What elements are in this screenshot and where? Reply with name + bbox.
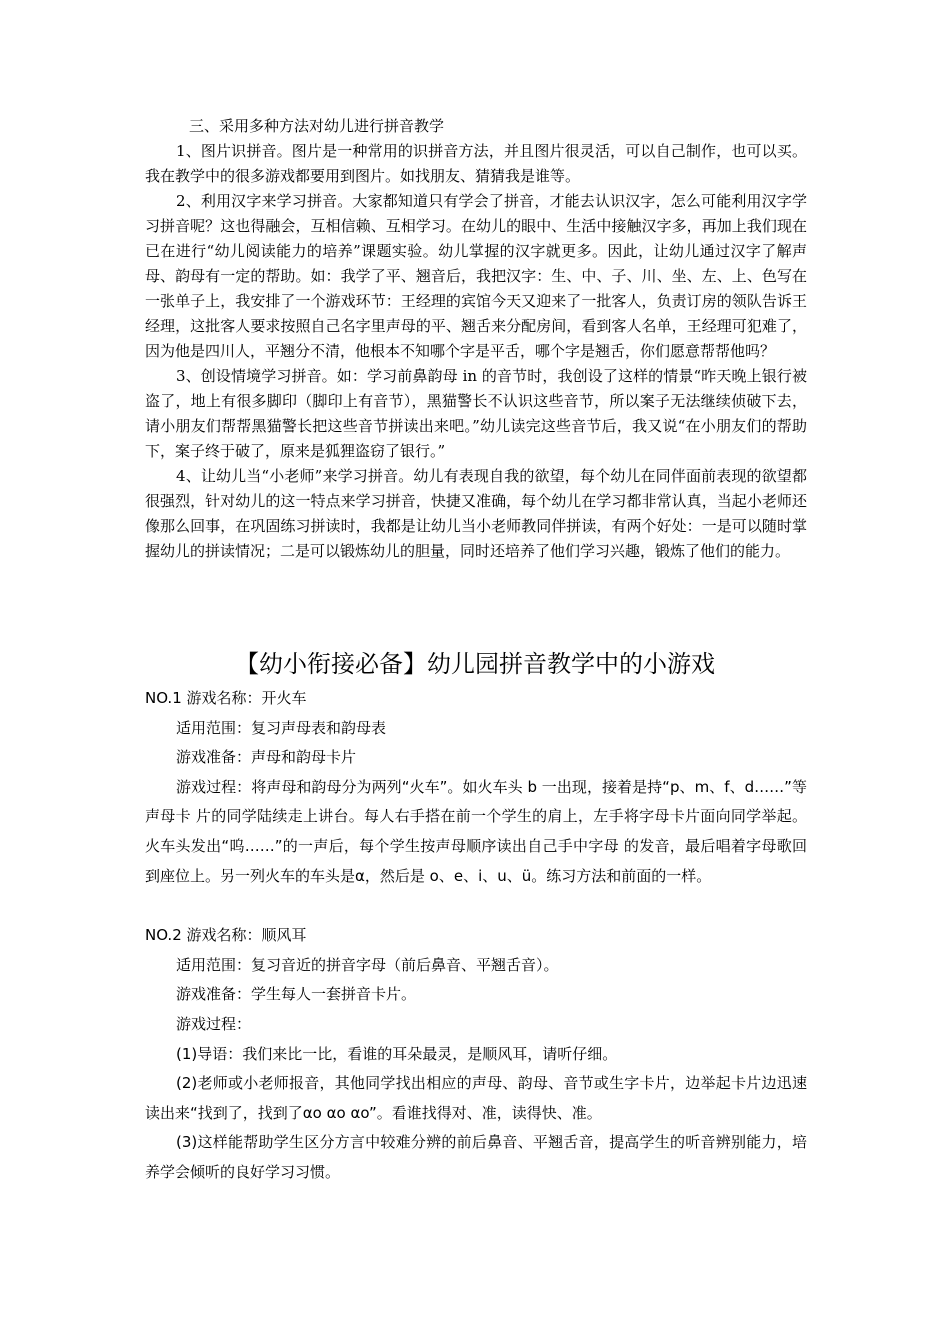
game1-name: NO.1 游戏名称：开火车: [145, 689, 307, 707]
spacer: [145, 891, 807, 921]
game1-scope: 适用范围：复习声母表和韵母表: [176, 718, 387, 737]
games-section: [145, 684, 807, 1188]
game1-process: 游戏过程：将声母和韵母分为两列“火车”。如火车头 b 一出现，接着是持“p、m、f、d……”等声母卡 片的同学陆续走上讲台。每人右手搭在前一个学生的肩上，左手将字母卡片面向同学举起。火车头发出“呜……”的一声后，每个学生按声母顺序读出自己手中字母 的发音，最后唱着字母歌回到座位上。另一列火车的车头是α，然后是 o、e、i、u、ü。练习方法和前面的一样。: [145, 777, 807, 885]
game2-step3: (3)这样能帮助学生区分方言中较难分辨的前后鼻音、平翘舌音，提高学生的听音辨别能力，培养学会倾听的良好学习习惯。: [145, 1133, 807, 1181]
game1-prep: 游戏准备：声母和韵母卡片: [176, 748, 357, 767]
paragraph-little-teacher-method: 4、让幼儿当“小老师”来学习拼音。幼儿有表现自我的欲望，每个幼儿在同伴面前表现的欲望都很强烈，针对幼儿的这一特点来学习拼音，快捷又准确，每个幼儿在学习都非常认真，当起小老师还像那么回事，在巩固练习拼读时，我都是让幼儿当小老师教同伴拼读，有两个好处：一是可以随时掌握幼儿的拼读情况；二是可以锻炼幼儿的胆量，同时还培养了他们学习兴趣，锻炼了他们的能力。: [145, 467, 807, 560]
paragraph-picture-method: 1、图片识拼音。图片是一种常用的识拼音方法，并且图片很灵活，可以自己制作，也可以买。我在教学中的很多游戏都要用到图片。如找朋友、猜猜我是谁等。: [145, 142, 807, 185]
paragraph-hanzi-method: 2、利用汉字来学习拼音。大家都知道只有学会了拼音，才能去认识汉字，怎么可能利用汉字学习拼音呢？这也得融会，互相信赖、互相学习。在幼儿的眼中、生活中接触汉字多，再加上我们现在已在进行“幼儿阅读能力的培养”课题实验。幼儿掌握的汉字就更多。因此，让幼儿通过汉字了解声母、韵母有一定的帮助。如：我学了平、翘音后，我把汉字：生、中、子、川、坐、左、上、色写在一张单子上，我安排了一个游戏环节：王经理的宾馆今天又迎来了一批客人，负责订房的领队告诉王经理，这批客人要求按照自己名字里声母的平、翘舌来分配房间，看到客人名单，王经理可犯难了，因为他是四川人，平翘分不清，他根本不知哪个字是平舌，哪个字是翘舌，你们愿意帮帮他吗？: [145, 192, 807, 360]
game2-step1: (1)导语：我们来比一比，看谁的耳朵最灵，是顺风耳，请听仔细。: [176, 1044, 618, 1063]
game2-process: 游戏过程：: [176, 1014, 252, 1033]
game2-prep: 游戏准备：学生每人一套拼音卡片。: [176, 985, 417, 1004]
pinyin-methods-section: [145, 114, 807, 564]
game2-scope: 适用范围：复习音近的拼音字母（前后鼻音、平翘舌音）。: [176, 955, 559, 974]
game2-name: NO.2 游戏名称：顺风耳: [145, 926, 307, 945]
document-title: 【幼小衔接必备】幼儿园拼音教学中的小游戏: [235, 650, 715, 678]
section-heading: 三、采用多种方法对幼儿进行拼音教学: [189, 117, 445, 135]
paragraph-scenario-method: 3、创设情境学习拼音。如：学习前鼻韵母 in 的音节时，我创设了这样的情景“昨天晚上银行被盗了，地上有很多脚印（脚印上有音节），黑猫警长不认识这些音节，所以案子无法继续侦破下去，请小朋友们帮帮黑猫警长把这些音节拼读出来吧。”幼儿读完这些音节后，我又说“在小朋友们的帮助下，案子终于破了，原来是狐狸盗窃了银行。”: [145, 367, 807, 460]
game2-step2: (2)老师或小老师报音，其他同学找出相应的声母、韵母、音节或生字卡片，边举起卡片边迅速读出来“找到了，找到了αo αo αo”。看谁找得对、准，读得快、准。: [145, 1074, 807, 1122]
